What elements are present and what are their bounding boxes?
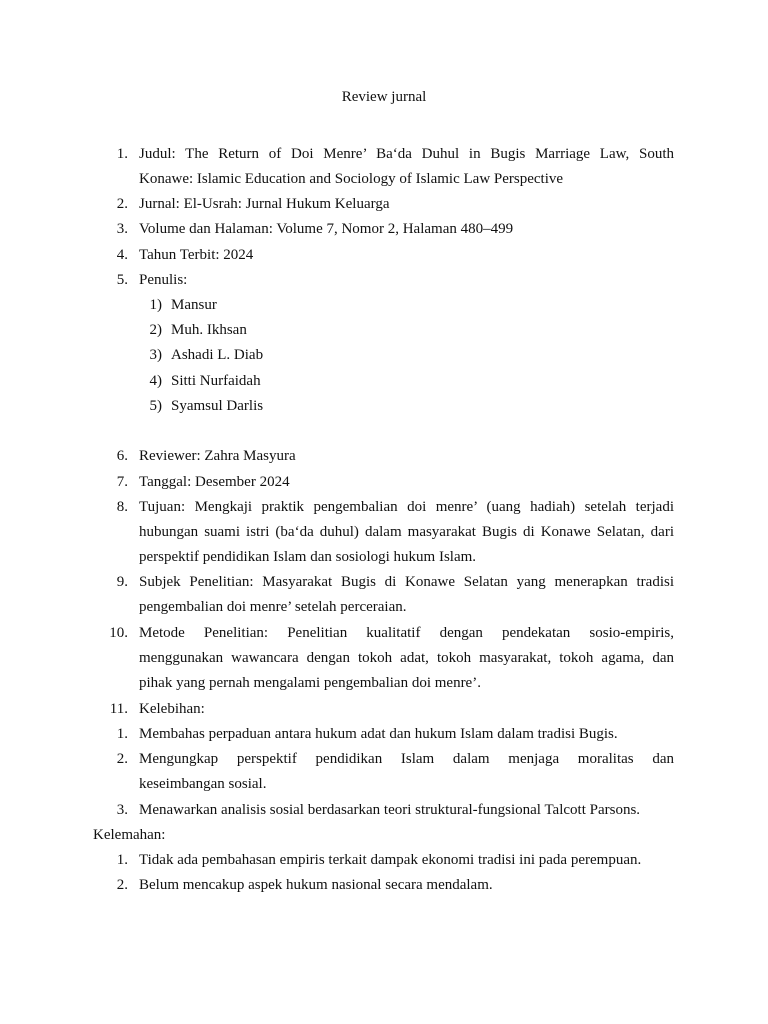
author-number: 3) [149, 347, 162, 363]
author-name: Muh. Ikhsan [171, 322, 247, 338]
list-text: Tahun Terbit: 2024 [139, 247, 254, 263]
list-text: perspektif pendidikan Islam dan sosiologi hukum Islam. [139, 549, 477, 566]
list-text: pihak yang pernah mengalami pengembalian doi menre’. [139, 675, 481, 692]
list-text: menggunakan wawancara dengan tokoh adat, tokoh masyarakat, tokoh agama, dan [139, 650, 674, 667]
list-text: Mengungkap perspektif pendidikan Islam dalam menjaga moralitas dan [139, 751, 674, 767]
list-number: 3. [116, 221, 128, 237]
list-number: 1. [116, 726, 128, 742]
author-name: Ashadi L. Diab [171, 347, 264, 363]
list-number: 4. [116, 247, 128, 263]
author-number: 1) [149, 297, 162, 313]
list-number: 1. [116, 852, 128, 868]
section-label: Kelemahan: [93, 827, 166, 843]
list-text: hubungan suami istri (ba‘da duhul) dalam masyarakat Bugis di Konawe Selatan, dari [139, 524, 674, 541]
list-text: Kelebihan: [139, 701, 205, 717]
list-number: 3. [116, 802, 128, 818]
list-number: 10. [109, 625, 128, 641]
list-text: Menawarkan analisis sosial berdasarkan teori struktural-fungsional Talcott Parsons. [139, 802, 641, 818]
list-text: Tujuan: Mengkaji praktik pengembalian doi menre’ (uang hadiah) setelah terjadi [139, 499, 674, 515]
author-name: Sitti Nurfaidah [171, 373, 261, 389]
list-text: Subjek Penelitian: Masyarakat Bugis di Konawe Selatan yang menerapkan tradisi [139, 574, 674, 590]
list-number: 5. [116, 272, 128, 288]
list-number: 9. [116, 574, 128, 590]
list-number: 11. [109, 701, 128, 717]
list-text: Tanggal: Desember 2024 [139, 474, 290, 490]
page-title: Review jurnal [341, 89, 427, 105]
list-text: keseimbangan sosial. [139, 776, 267, 793]
list-text: Membahas perpaduan antara hukum adat dan hukum Islam dalam tradisi Bugis. [139, 726, 618, 742]
author-number: 5) [149, 398, 162, 414]
list-text: Judul: The Return of Doi Menre’ Ba‘da Duhul in Bugis Marriage Law, South [139, 146, 674, 162]
author-name: Syamsul Darlis [171, 398, 264, 414]
list-text: Metode Penelitian: Penelitian kualitatif dengan pendekatan sosio-empiris, [139, 625, 674, 641]
list-number: 6. [116, 448, 128, 464]
list-number: 1. [116, 146, 128, 162]
list-text: Penulis: [139, 272, 188, 288]
list-number: 2. [116, 196, 128, 212]
author-number: 2) [149, 322, 162, 338]
list-number: 2. [116, 751, 128, 767]
list-number: 2. [116, 877, 128, 893]
list-text: Reviewer: Zahra Masyura [139, 448, 296, 464]
list-number: 8. [116, 499, 128, 515]
author-number: 4) [149, 373, 162, 389]
list-text: Tidak ada pembahasan empiris terkait dampak ekonomi tradisi ini pada perempuan. [139, 852, 642, 868]
list-text: Belum mencakup aspek hukum nasional secara mendalam. [139, 877, 493, 893]
list-text: Volume dan Halaman: Volume 7, Nomor 2, Halaman 480–499 [139, 221, 514, 237]
list-text: pengembalian doi menre’ setelah perceraian. [139, 599, 407, 616]
list-text: Jurnal: El-Usrah: Jurnal Hukum Keluarga [139, 196, 390, 212]
list-text: Konawe: Islamic Education and Sociology of Islamic Law Perspective [139, 171, 564, 188]
author-name: Mansur [171, 297, 217, 313]
list-number: 7. [116, 474, 128, 490]
